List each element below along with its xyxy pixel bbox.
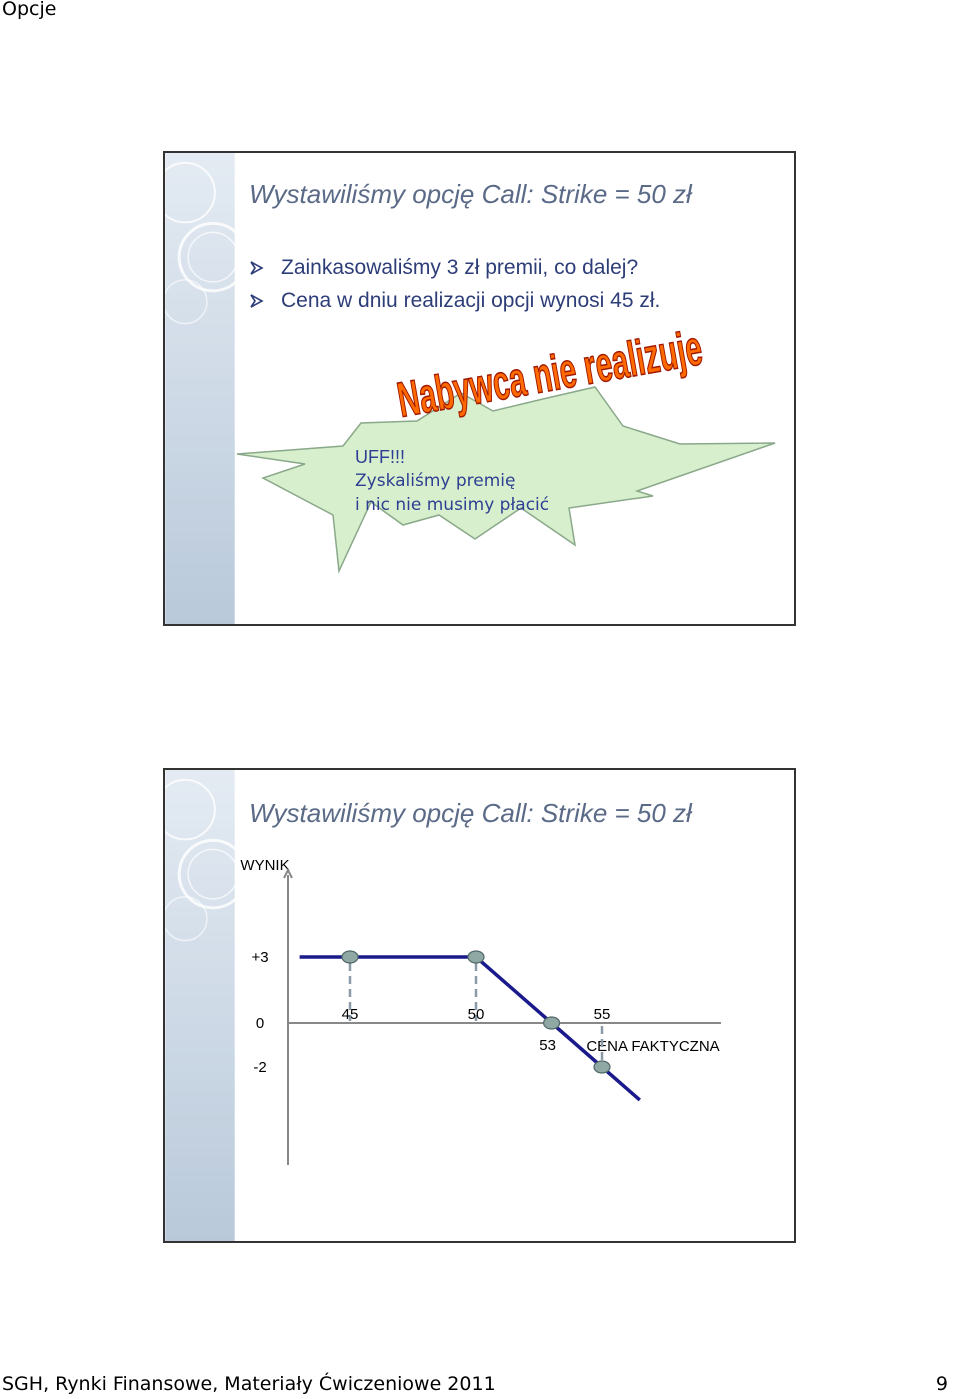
x-tick-label: 53 — [539, 1037, 556, 1054]
slide-1 — [163, 151, 796, 626]
page-number: 9 — [935, 1373, 948, 1395]
x-axis-label: CENA FAKTYCZNA — [586, 1038, 720, 1055]
x-tick-label: 50 — [467, 1006, 485, 1023]
bullet-text: Zainkasowaliśmy 3 zł premii, co dalej? — [281, 256, 639, 279]
slide-2 — [163, 768, 796, 1243]
data-point-marker — [342, 951, 358, 963]
callout-line-1: UFF!!! — [355, 447, 405, 467]
x-tick-label: 55 — [593, 1006, 611, 1023]
slide-title: Wystawiliśmy opcję Call: Strike = 50 zł — [249, 798, 692, 828]
explosion-callout — [165, 153, 796, 626]
data-point-marker — [544, 1017, 560, 1029]
y-tick-label: -2 — [253, 1059, 267, 1076]
data-point-marker — [468, 951, 484, 963]
wordart-text: Nabywca nie realizuje — [393, 327, 668, 429]
slide-title: Wystawiliśmy opcję Call: Strike = 50 zł — [249, 179, 692, 209]
data-point-marker — [594, 1061, 610, 1073]
callout-line-2: Zyskaliśmy premię — [355, 471, 516, 491]
callout-text — [355, 445, 549, 517]
payoff-chart — [165, 770, 796, 1243]
y-axis-label: WYNIK — [240, 857, 290, 874]
y-tick-label: +3 — [251, 949, 269, 966]
page-header: Opcje — [2, 0, 57, 20]
callout-line-3: i nic nie musimy płacić — [355, 495, 550, 515]
x-tick-label: 45 — [341, 1006, 359, 1023]
y-tick-label: 0 — [255, 1015, 265, 1032]
bullet-text: Cena w dniu realizacji opcji wynosi 45 zł. — [281, 289, 661, 312]
page-footer: SGH, Rynki Finansowe, Materiały Ćwiczeniowe 2011 — [2, 1373, 496, 1395]
